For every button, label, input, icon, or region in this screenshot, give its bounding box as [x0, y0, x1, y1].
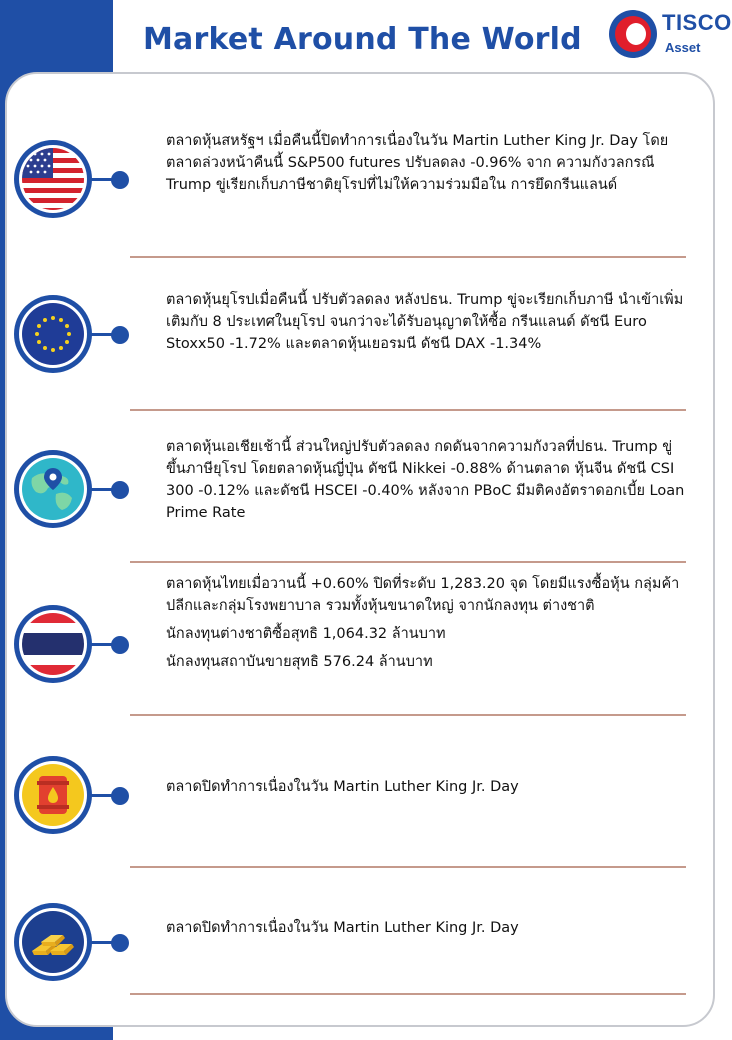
timeline-dot [111, 481, 129, 499]
logo-subtext: Asset [665, 40, 701, 55]
us-icon-badge [14, 140, 92, 218]
timeline-dot [111, 787, 129, 805]
timeline-dot [111, 934, 129, 952]
timeline-dot [111, 636, 129, 654]
market-text-europe: ตลาดหุ้นยุโรปเมื่อคืนนี้ ปรับตัวลดลง หลังปธน. Trump ขู่จะเรียกเก็บภาษี นำเข้าเพิ่มเติมกับ 8 ประเทศในยุโรป จนกว่าจะได้รับอนุญาตให้ซื้อ กรีนแลนด์ ดัชนี Euro Stoxx50 -1.72% และตลาดหุ้นเยอรมนี ดัชนี DAX -1.34% [166, 292, 684, 352]
page-title: Market Around The World [143, 22, 582, 57]
divider [130, 256, 686, 258]
gold-icon-badge [14, 903, 92, 981]
logo-ring-icon [609, 10, 657, 58]
divider [130, 561, 686, 563]
timeline-dot [111, 326, 129, 344]
timeline-dot [111, 171, 129, 189]
gold-bars-icon [22, 911, 84, 973]
market-text-asia: ตลาดหุ้นเอเชียเช้านี้ ส่วนใหญ่ปรับตัวลดลง กดดันจากความกังวลที่ปธน. Trump ขู่ขึ้นภาษียุโรป โดยตลาดหุ้นญี่ปุ่น ดัชนี Nikkei -0.88% ด้านตลาด หุ้นจีน ดัชนี CSI 300 -0.12% และดัชนี HSCEI -0.40% หลังจาก PBoC มีมติคงอัตราดอกเบี้ย Loan Prime Rate [166, 439, 685, 521]
eu-icon-badge [14, 295, 92, 373]
oil-icon-badge [14, 756, 92, 834]
market-text-oil: ตลาดปิดทำการเนื่องในวัน Martin Luther King Jr. Day [166, 779, 519, 795]
divider [130, 409, 686, 411]
content-card [5, 72, 715, 1027]
thai-icon-badge [14, 605, 92, 683]
market-text-thailand: ตลาดหุ้นไทยเมื่อวานนี้ +0.60% ปิดที่ระดับ 1,283.20 จุด โดยมีแรงซื้อหุ้น กลุ่มค้าปลีกและกลุ่มโรงพยาบาล รวมทั้งหุ้นขนาดใหญ่ จากนักลงทุน ต่างชาติ นักลงทุนต่างชาติซื้อสุทธิ 1,064.32 ล้านบาท นักลงทุนสถาบันขายสุทธิ 576.24 ล้านบาท [166, 576, 680, 670]
oil-barrel-icon [22, 764, 84, 826]
us-flag-icon [22, 148, 84, 210]
market-text-gold: ตลาดปิดทำการเนื่องในวัน Martin Luther King Jr. Day [166, 920, 519, 936]
eu-flag-icon [22, 303, 84, 365]
asia-globe-icon [22, 458, 84, 520]
divider [130, 993, 686, 995]
tisco-logo [607, 8, 732, 60]
divider [130, 714, 686, 716]
asia-icon-badge [14, 450, 92, 528]
divider [130, 866, 686, 868]
logo-text: TISCO [662, 10, 732, 35]
market-text-us: ตลาดหุ้นสหรัฐฯ เมื่อคืนนี้ปิดทำการเนื่องในวัน Martin Luther King Jr. Day โดยตลาดล่วงหน้าคืนนี้ S&P500 futures ปรับลดลง -0.96% จาก ความกังวลกรณี Trump ขู่เรียกเก็บภาษีชาติยุโรปที่ไม่ให้ความร่วมมือใน การยึดกรีนแลนด์ [166, 133, 669, 193]
thai-flag-icon [22, 613, 84, 675]
